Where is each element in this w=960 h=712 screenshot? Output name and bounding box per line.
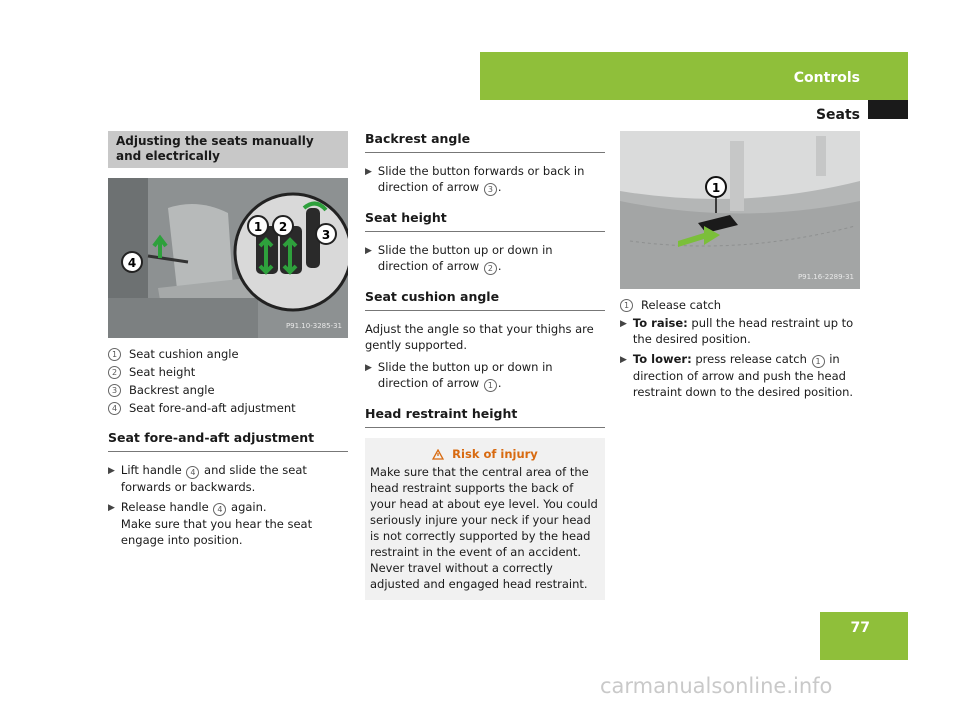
instruction-step (365, 242, 605, 275)
legend-text: Release catch (641, 298, 722, 312)
section-heading: Seat height (365, 210, 605, 232)
head-restraint-illustration (620, 131, 860, 289)
number-marker: 2 (484, 262, 497, 275)
step-text: Release handle 4 again. Make sure that you hear the seat engage into position. (120, 500, 313, 547)
seat-controls-illustration (108, 178, 348, 338)
page-number-box (820, 612, 908, 660)
legend-item (108, 364, 348, 380)
step-text: To raise: pull the head restraint up to the desired position. (632, 316, 854, 346)
svg-text:2: 2 (278, 220, 288, 234)
step-text: Lift handle 4 and slide the seat forwards or backwards. (120, 463, 307, 494)
step-arrow-icon: ▶ (108, 503, 115, 513)
subsection-title: Seats (815, 107, 860, 123)
page-number: 77 (850, 620, 870, 636)
section-header-bar (480, 52, 908, 100)
column-1 (108, 131, 348, 552)
step-text: Slide the button up or down in direction of arrow 1 . (377, 360, 553, 390)
step-arrow-icon: ▶ (620, 355, 627, 365)
number-marker: 4 (108, 402, 121, 415)
legend-text: Seat height (129, 365, 196, 379)
instruction-step (620, 315, 860, 347)
section-heading: Backrest angle (365, 131, 605, 153)
number-marker: 1 (620, 299, 633, 312)
image-code: P91.10-3285-31 (285, 322, 342, 330)
warning-text: Make sure that the central area of the head restraint supports the back of your head at about eye level. You could seriously injure your neck if your head is not correctly supported by the head restraint in the event of an accident. Never travel without a correctly adjusted and engaged head restraint. (370, 465, 598, 591)
column-2 (365, 131, 605, 600)
warning-title (370, 446, 600, 462)
number-marker: 3 (108, 384, 121, 397)
svg-text:4: 4 (127, 256, 137, 270)
legend-item (620, 297, 860, 313)
image-code: P91.16-2289-31 (797, 273, 854, 281)
instruction-step (365, 163, 605, 196)
warning-title-text: Risk of injury (452, 447, 538, 461)
legend-text: Backrest angle (129, 383, 215, 397)
legend-item (108, 400, 348, 416)
legend-text: Seat fore-and-aft adjustment (129, 401, 296, 415)
step-text: To lower: press release catch 1 in direction of arrow and push the head restraint down to the desired position. (632, 352, 854, 399)
warning-triangle-icon (432, 449, 444, 460)
number-marker: 4 (213, 503, 226, 516)
number-marker: 2 (108, 366, 121, 379)
section-title: Controls (793, 70, 860, 86)
head-restraint-photo (620, 131, 860, 289)
section-heading: Seat cushion angle (365, 289, 605, 311)
legend-item (108, 346, 348, 362)
number-marker: 1 (108, 348, 121, 361)
step-arrow-icon: ▶ (365, 246, 372, 256)
step-text: Slide the button forwards or back in direction of arrow 3 . (377, 164, 585, 194)
instruction-step (620, 351, 860, 400)
number-marker: 3 (484, 183, 497, 196)
step-text: Slide the button up or down in direction of arrow 2 . (377, 243, 553, 273)
step-arrow-icon: ▶ (620, 319, 627, 329)
step-arrow-icon: ▶ (365, 167, 372, 177)
svg-text:1: 1 (711, 181, 721, 195)
svg-text:1: 1 (253, 220, 263, 234)
legend-list (620, 297, 860, 313)
instruction-step (108, 462, 348, 495)
warning-box (365, 438, 605, 600)
legend-text: Seat cushion angle (129, 347, 239, 361)
step-arrow-icon: ▶ (365, 363, 372, 373)
seat-controls-photo (108, 178, 348, 338)
column-3 (620, 131, 860, 404)
paragraph: Adjust the angle so that your thighs are gently supported. (365, 322, 594, 352)
watermark: carmanualsonline.info (600, 674, 833, 698)
step-arrow-icon: ▶ (108, 466, 115, 476)
section-heading: Seat fore-and-aft adjustment (108, 430, 348, 452)
box-title: Adjusting the seats manually and electrically (108, 131, 348, 168)
instruction-step (365, 359, 605, 392)
instruction-step (108, 499, 348, 548)
svg-text:3: 3 (321, 228, 331, 242)
number-marker: 4 (186, 466, 199, 479)
legend-item (108, 382, 348, 398)
number-marker: 1 (812, 355, 825, 368)
legend-list (108, 346, 348, 416)
header-marker (868, 100, 908, 119)
number-marker: 1 (484, 379, 497, 392)
section-heading: Head restraint height (365, 406, 605, 428)
